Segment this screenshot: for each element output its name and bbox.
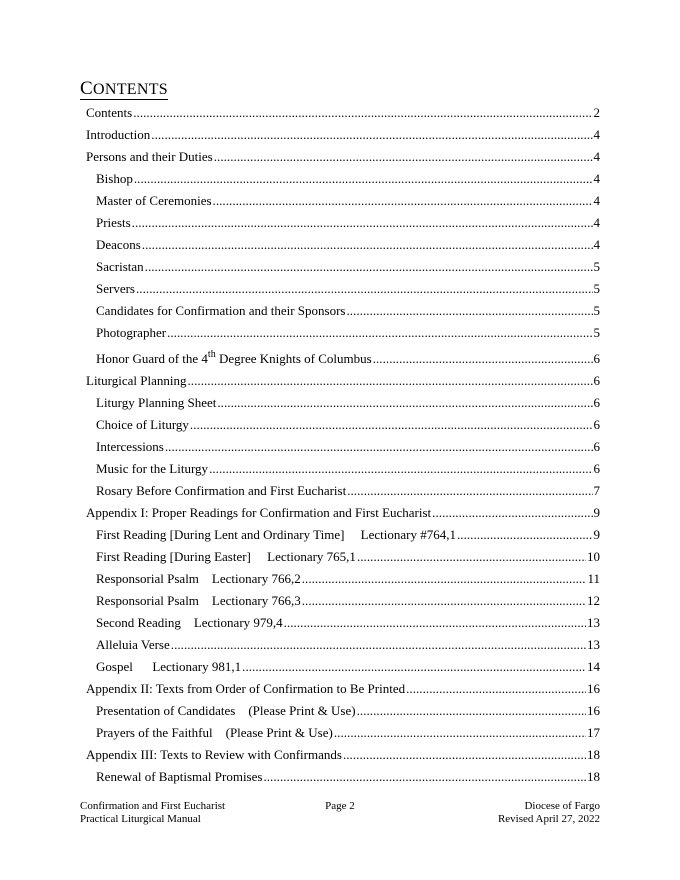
toc-entry-page-number: 10 [587, 549, 600, 564]
toc-entry[interactable] [86, 766, 600, 788]
toc-entry-title-text: Liturgy Planning Sheet [96, 395, 217, 410]
toc-entry-title-text: Gospel Lectionary 981,1 [96, 659, 242, 674]
toc-entry-title-text: Persons and their Duties [86, 149, 213, 164]
toc-entry-title-text: Renewal of Baptismal Promises [96, 769, 263, 784]
toc-leader-dots [190, 414, 593, 436]
toc-entry[interactable] [86, 212, 600, 234]
toc-leader-dots [133, 102, 592, 124]
toc-leader-dots [217, 392, 592, 414]
toc-entry-title-text: Appendix III: Texts to Review with Confirmands [86, 747, 342, 762]
toc-entry-title [96, 766, 262, 788]
toc-entry-page-number: 5 [593, 259, 600, 274]
toc-entry[interactable] [86, 722, 600, 744]
toc-entry-page-number: 5 [593, 325, 600, 340]
toc-entry-title-text: Bishop [96, 171, 133, 186]
toc-entry-title [96, 392, 216, 414]
toc-entry-title [96, 458, 208, 480]
toc-entry-page-number: 4 [593, 215, 600, 230]
toc-entry-title [96, 322, 166, 344]
toc-entry-page-number: 18 [587, 769, 600, 784]
toc-entry[interactable] [86, 322, 600, 344]
toc-entry-title-text: Deacons [96, 237, 141, 252]
toc-entry-title [96, 190, 212, 212]
toc-entry[interactable] [86, 370, 600, 392]
toc-entry-title-text: Introduction [86, 127, 151, 142]
toc-leader-dots [302, 568, 587, 590]
toc-entry-title [96, 612, 283, 634]
toc-entry[interactable] [86, 234, 600, 256]
toc-entry-page-number: 4 [593, 127, 600, 142]
toc-entry-page-number: 18 [587, 747, 600, 762]
toc-entry-title [96, 524, 456, 546]
toc-entry-title [96, 568, 301, 590]
toc-entry[interactable] [86, 458, 600, 480]
toc-entry[interactable] [86, 744, 600, 766]
toc-entry[interactable] [86, 190, 600, 212]
table-of-contents [86, 102, 600, 788]
toc-entry-page-number: 6 [593, 395, 600, 410]
toc-entry-title-text: Servers [96, 281, 135, 296]
toc-entry-title [96, 300, 346, 322]
toc-entry-title-text: Intercessions [96, 439, 164, 454]
toc-leader-dots [214, 146, 593, 168]
toc-leader-dots [343, 744, 586, 766]
toc-entry[interactable] [86, 102, 600, 124]
toc-leader-dots [145, 256, 593, 278]
toc-entry[interactable] [86, 678, 600, 700]
toc-entry[interactable] [86, 656, 600, 678]
toc-entry-title-text: Responsorial Psalm Lectionary 766,3 [96, 593, 301, 608]
toc-leader-dots [134, 168, 593, 190]
toc-leader-dots [209, 458, 592, 480]
toc-entry-page-number: 6 [593, 417, 600, 432]
toc-leader-dots [284, 612, 586, 634]
toc-entry-page-number: 6 [593, 373, 600, 388]
toc-entry-superscript: th [207, 349, 216, 360]
toc-entry-title-text: Second Reading Lectionary 979,4 [96, 615, 283, 630]
page-title [80, 79, 168, 100]
toc-entry-title [96, 590, 301, 612]
toc-entry[interactable] [86, 480, 600, 502]
toc-leader-dots [165, 436, 593, 458]
toc-entry-page-number: 6 [593, 461, 600, 476]
toc-entry[interactable] [86, 700, 600, 722]
toc-entry-title [96, 414, 189, 436]
toc-entry-title-text: First Reading [During Lent and Ordinary Time] Lectionary #764,1 [96, 527, 456, 542]
toc-entry-title [86, 678, 405, 700]
toc-entry-title-text: Choice of Liturgy [96, 417, 189, 432]
toc-entry[interactable] [86, 300, 600, 322]
footer-revised-date: Revised April 27, 2022 [497, 813, 600, 825]
toc-leader-dots [302, 590, 586, 612]
toc-entry-page-number: 12 [587, 593, 600, 608]
toc-entry-title [86, 502, 431, 524]
toc-leader-dots [142, 234, 593, 256]
toc-leader-dots [188, 370, 593, 392]
toc-entry-title [96, 234, 141, 256]
toc-entry-title [96, 436, 164, 458]
toc-leader-dots [167, 322, 592, 344]
toc-entry[interactable] [86, 524, 600, 546]
toc-entry-title-text: Rosary Before Confirmation and First Eucharist [96, 483, 347, 498]
footer-doc-subtitle: Practical Liturgical Manual [80, 813, 201, 825]
toc-entry-title [86, 124, 150, 146]
toc-entry[interactable] [86, 414, 600, 436]
toc-leader-dots [171, 634, 586, 656]
toc-entry-page-number: 6 [593, 439, 600, 454]
toc-entry[interactable] [86, 124, 600, 146]
toc-entry-title-text: Photographer [96, 325, 167, 340]
toc-entry[interactable] [86, 546, 600, 568]
toc-entry[interactable] [86, 392, 600, 414]
toc-entry-title [86, 102, 132, 124]
toc-entry-title [96, 168, 133, 190]
toc-leader-dots [213, 190, 593, 212]
page-title-rest: ONTENTS [92, 81, 168, 98]
toc-entry[interactable] [86, 568, 600, 590]
toc-entry-title [86, 744, 342, 766]
toc-entry-page-number: 16 [587, 703, 600, 718]
toc-entry[interactable] [86, 278, 600, 300]
toc-entry-title-text: Contents [86, 105, 133, 120]
toc-entry-page-number: 2 [593, 105, 600, 120]
toc-entry-page-number: 4 [593, 193, 600, 208]
toc-entry-page-number: 14 [587, 659, 600, 674]
toc-entry-title [96, 700, 356, 722]
toc-leader-dots [347, 480, 592, 502]
toc-entry-page-number: 13 [587, 637, 600, 652]
footer-doc-title: Confirmation and First Eucharist [80, 800, 226, 812]
toc-entry[interactable] [86, 502, 600, 524]
toc-entry-page-number: 16 [587, 681, 600, 696]
toc-entry-title [96, 722, 333, 744]
toc-entry-title-text: Prayers of the Faithful (Please Print & Use) [96, 725, 333, 740]
toc-leader-dots [357, 546, 586, 568]
toc-entry-title [86, 146, 213, 168]
toc-entry-page-number: 17 [587, 725, 600, 740]
toc-entry[interactable] [86, 436, 600, 458]
toc-entry-title [96, 634, 170, 656]
toc-entry-page-number: 4 [593, 149, 600, 164]
toc-entry-title-text: Liturgical Planning [86, 373, 187, 388]
toc-entry[interactable] [86, 634, 600, 656]
toc-entry-title [96, 256, 144, 278]
toc-entry-title-text-after: Degree Knights of Columbus [215, 351, 372, 366]
toc-entry-title [96, 480, 346, 502]
toc-entry-title [96, 212, 131, 234]
toc-entry-title-text: Sacristan [96, 259, 144, 274]
toc-entry-title-text: Music for the Liturgy [96, 461, 209, 476]
toc-entry-title-text: Appendix II: Texts from Order of Confirmation to Be Printed [86, 681, 406, 696]
toc-entry[interactable] [86, 612, 600, 634]
toc-entry-page-number: 9 [593, 527, 600, 542]
toc-entry-title-text: Master of Ceremonies [96, 193, 212, 208]
toc-entry-title-text: Candidates for Confirmation and their Sponsors [96, 303, 346, 318]
toc-leader-dots [132, 212, 593, 234]
toc-entry-title-text: Priests [96, 215, 131, 230]
toc-entry[interactable] [86, 256, 600, 278]
toc-leader-dots [406, 678, 586, 700]
footer-page-number: Page 2 [325, 800, 355, 812]
toc-leader-dots [432, 502, 592, 524]
toc-entry-title-text: First Reading [During Easter] Lectionary 765,1 [96, 549, 356, 564]
toc-entry[interactable] [86, 590, 600, 612]
toc-leader-dots [136, 278, 593, 300]
toc-leader-dots [347, 300, 593, 322]
toc-entry[interactable] [86, 168, 600, 190]
toc-entry-page-number: 4 [593, 237, 600, 252]
toc-entry-title-text: Honor Guard of the 4 [96, 351, 208, 366]
toc-entry[interactable] [86, 146, 600, 168]
toc-leader-dots [242, 656, 586, 678]
toc-leader-dots [263, 766, 586, 788]
toc-entry-page-number: 7 [593, 483, 600, 498]
toc-leader-dots [151, 124, 592, 146]
footer-diocese: Diocese of Fargo [524, 800, 600, 812]
toc-entry-page-number: 4 [593, 171, 600, 186]
toc-entry-page-number: 6 [593, 351, 600, 366]
toc-entry-title [96, 278, 135, 300]
toc-entry-title [86, 370, 187, 392]
toc-leader-dots [334, 722, 586, 744]
page-title-initial: C [80, 78, 93, 99]
toc-entry-title [96, 546, 356, 568]
toc-leader-dots [457, 524, 593, 546]
toc-entry[interactable] [86, 344, 600, 370]
toc-entry-title-text: Alleluia Verse [96, 637, 170, 652]
toc-entry-page-number: 9 [593, 505, 600, 520]
footer-right [498, 800, 600, 826]
toc-entry-title-text: Appendix I: Proper Readings for Confirmation and First Eucharist [86, 505, 432, 520]
toc-entry-title-text: Responsorial Psalm Lectionary 766,2 [96, 571, 301, 586]
toc-leader-dots [357, 700, 586, 722]
toc-entry-title [96, 656, 241, 678]
toc-entry-page-number: 11 [587, 571, 600, 586]
toc-entry-title-text: Presentation of Candidates (Please Print & Use) [96, 703, 356, 718]
toc-entry-page-number: 13 [587, 615, 600, 630]
toc-entry-page-number: 5 [593, 303, 600, 318]
toc-entry-page-number: 5 [593, 281, 600, 296]
